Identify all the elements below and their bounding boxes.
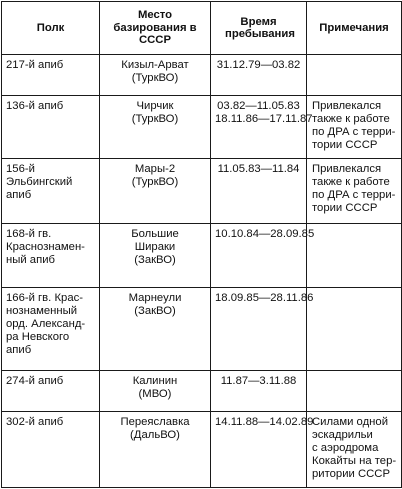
regiment-cell-line: нознаменный	[6, 305, 78, 318]
table-row	[2, 159, 402, 224]
base-cell-line: Кизыл-Арват	[121, 59, 189, 71]
period-cell	[211, 55, 307, 96]
base-cell-line: Марнеули	[128, 292, 182, 305]
regiment-cell-line: апиб	[6, 344, 32, 357]
regiment-cell	[2, 55, 100, 96]
base-cell	[100, 224, 211, 288]
period-cell	[211, 224, 315, 288]
regiment-cell-line: апиб	[6, 189, 32, 202]
regiment-cell-line: Эльбингский	[6, 176, 73, 189]
notes-cell-line: по ДРА с терри-	[312, 126, 396, 139]
regiment-cell-line: 168-й гв.	[6, 228, 52, 241]
notes-cell	[307, 288, 402, 370]
regiment-cell-line: 166-й гв. Крас-	[6, 292, 84, 305]
header-base-line: Место базирования в СССР	[113, 9, 197, 47]
notes-cell-line: также к работе	[312, 113, 390, 126]
period-cell-line: 10.10.84—28.09.85	[215, 228, 315, 241]
table-header-row	[2, 2, 402, 55]
notes-cell	[307, 96, 402, 159]
base-cell-line: Калинин	[132, 374, 178, 387]
notes-cell	[307, 412, 402, 488]
regiment-cell	[2, 412, 100, 488]
base-cell	[100, 55, 211, 96]
base-cell-line: (ЗакВО)	[134, 305, 176, 318]
period-cell-line: 18.11.86—17.11.87	[215, 113, 313, 126]
period-cell-line: 11.87—3.11.88	[220, 374, 297, 387]
base-cell-line: (ДальВО)	[130, 429, 180, 441]
notes-cell-line: ритории СССР	[312, 468, 390, 480]
base-cell	[100, 370, 211, 411]
table-row	[2, 55, 402, 96]
regiment-cell-line: 274-й апиб	[6, 374, 64, 387]
base-cell-line: Шираки	[134, 241, 176, 254]
regiment-cell	[2, 288, 100, 370]
base-cell-line: (ТуркВО)	[131, 113, 179, 126]
regiment-cell-line: 136-й апиб	[6, 100, 64, 113]
period-cell	[211, 370, 307, 411]
header-regiment: Полк	[2, 2, 100, 55]
period-cell	[211, 96, 313, 159]
notes-cell-line: тории СССР	[312, 139, 378, 152]
regiment-cell-line: Краснознамен-	[6, 241, 85, 254]
base-cell	[100, 96, 211, 159]
base-cell-line: (ТуркВО)	[131, 72, 179, 84]
notes-cell-line: по ДРА с терри-	[312, 189, 396, 202]
base-cell-line: Большие	[131, 228, 179, 241]
base-cell	[100, 159, 211, 224]
base-cell-line: (ТуркВО)	[131, 176, 179, 189]
table-row	[2, 96, 402, 159]
notes-cell	[307, 55, 402, 96]
base-cell-line: Переяславка	[120, 416, 190, 428]
base-cell	[100, 412, 211, 488]
regiment-cell	[2, 96, 100, 159]
table-row	[2, 412, 402, 488]
notes-cell	[307, 370, 402, 411]
period-cell	[211, 288, 314, 370]
base-cell-line: Чирчик	[136, 100, 174, 113]
regiment-cell-line: орд. Александ-	[6, 318, 86, 331]
base-cell-line: (МВО)	[138, 387, 172, 400]
base-cell-line: (ЗакВО)	[134, 254, 176, 267]
table-row	[2, 288, 402, 370]
regiment-cell	[2, 159, 100, 224]
regiments-table	[1, 1, 402, 488]
header-period: Время пребывания	[211, 2, 307, 55]
header-notes: Примечания	[307, 2, 402, 55]
regiment-cell-line: ра Невского	[6, 331, 70, 344]
regiment-cell-line: ный апиб	[6, 254, 55, 267]
base-cell-line: Мары-2	[134, 163, 176, 176]
period-cell-line: 18.09.85—28.11.86	[215, 292, 314, 305]
period-cell-line: 03.82—11.05.83	[217, 100, 300, 113]
regiment-cell-line: 302-й апиб	[6, 416, 64, 428]
period-cell-line: 14.11.88—14.02.89	[215, 416, 314, 428]
header-base	[100, 2, 211, 55]
notes-cell-line: эскадрильи	[312, 429, 373, 441]
period-cell	[211, 412, 314, 488]
notes-cell-line: с аэродрома	[312, 442, 379, 454]
notes-cell-line: тории СССР	[312, 202, 378, 215]
notes-cell	[307, 159, 402, 224]
notes-cell-line: также к работе	[312, 176, 390, 189]
regiment-cell	[2, 370, 100, 411]
regiment-cell-line: 156-й	[6, 163, 35, 176]
notes-cell-line: Привлекался	[312, 100, 382, 113]
notes-cell-line: Силами одной	[312, 416, 389, 428]
notes-cell-line: Кокайты на тер-	[312, 455, 397, 467]
period-cell-line: 11.05.83—11.84	[217, 163, 300, 176]
notes-cell-line: Привлекался	[312, 163, 382, 176]
table-row	[2, 224, 402, 288]
period-cell	[211, 159, 307, 224]
base-cell	[100, 288, 211, 370]
period-cell-line: 31.12.79—03.82	[216, 59, 301, 71]
regiment-cell-line: 217-й апиб	[6, 59, 64, 71]
regiment-cell	[2, 224, 100, 288]
notes-cell	[307, 224, 402, 288]
table-row	[2, 370, 402, 411]
